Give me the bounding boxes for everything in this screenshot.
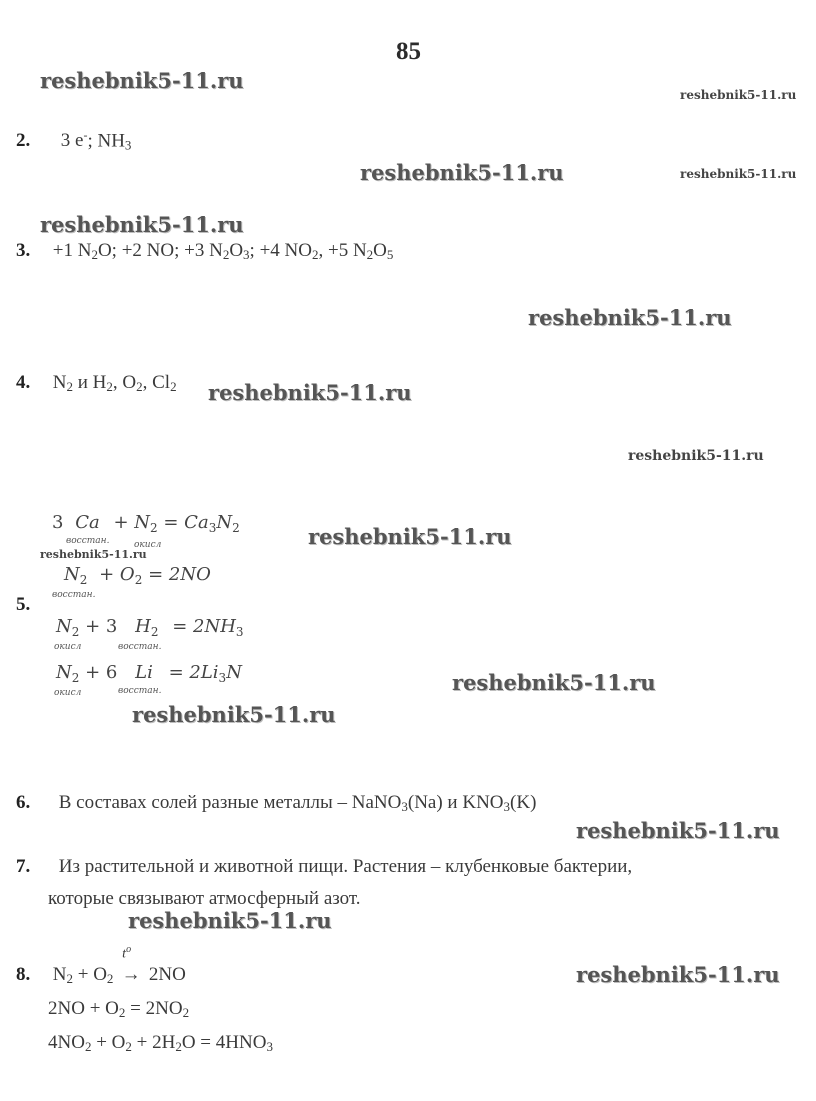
answer-number: 4. bbox=[16, 372, 31, 393]
answer-7-line-2: которые связывают атмосферный азот. bbox=[48, 888, 361, 909]
answer-text: 3 e bbox=[60, 130, 84, 152]
watermark: reshebnik5-11.ru bbox=[528, 305, 732, 330]
coefficient: + 3 bbox=[85, 616, 118, 637]
reaction-note: окисл bbox=[54, 688, 82, 698]
reaction-1 bbox=[52, 512, 240, 535]
subscript: 2 bbox=[106, 971, 114, 986]
page-number: 85 bbox=[396, 38, 421, 65]
answer-text: , Cl bbox=[142, 372, 171, 393]
answer-text: +1 N bbox=[52, 240, 92, 261]
reaction-arrow bbox=[118, 944, 144, 986]
answer-text: = 2NO bbox=[125, 998, 183, 1019]
formula: N bbox=[64, 564, 80, 585]
subscript: 2 bbox=[222, 247, 230, 262]
watermark: reshebnik5-11.ru bbox=[40, 68, 244, 93]
subscript: 3 bbox=[401, 799, 408, 814]
reaction-2 bbox=[64, 564, 211, 587]
reaction-note: окисл bbox=[54, 642, 82, 652]
answer-text: O = 4HNO bbox=[181, 1032, 267, 1053]
coefficient: + 6 bbox=[85, 662, 118, 683]
watermark-small: reshebnik5-11.ru bbox=[680, 167, 797, 181]
subscript: 2 bbox=[66, 971, 73, 986]
subscript: 3 bbox=[124, 137, 132, 153]
subscript: 2 bbox=[150, 521, 158, 535]
answer-text: 4NO bbox=[48, 1032, 85, 1053]
watermark: reshebnik5-11.ru bbox=[360, 160, 564, 185]
answer-text: 2NO + O bbox=[48, 998, 119, 1019]
subscript: 2 bbox=[71, 671, 80, 685]
formula: N bbox=[56, 616, 72, 637]
condition-text: t bbox=[122, 946, 127, 962]
subscript: 2 bbox=[84, 1039, 92, 1054]
answer-number: 2. bbox=[16, 130, 31, 152]
subscript: 3 bbox=[503, 799, 511, 814]
subscript: 2 bbox=[311, 247, 319, 262]
formula: Li bbox=[135, 662, 153, 683]
watermark: reshebnik5-11.ru bbox=[576, 962, 780, 987]
answer-8 bbox=[16, 944, 186, 987]
subscript: 2 bbox=[125, 1039, 132, 1054]
answer-text: (K) bbox=[510, 792, 537, 813]
answer-number: 8. bbox=[16, 964, 31, 985]
subscript: 2 bbox=[366, 247, 374, 262]
answer-6 bbox=[16, 792, 536, 815]
subscript: 3 bbox=[208, 521, 217, 535]
answer-text: + O bbox=[91, 1032, 126, 1053]
answer-text: O; +2 NO; +3 N bbox=[97, 240, 223, 261]
superscript: o bbox=[126, 944, 132, 955]
reaction-4 bbox=[56, 662, 242, 685]
reaction-condition bbox=[122, 944, 131, 963]
superscript: - bbox=[83, 128, 88, 142]
subscript: 2 bbox=[150, 625, 159, 639]
formula: = 2NO bbox=[148, 564, 211, 585]
formula: = 2NH bbox=[172, 616, 236, 637]
answer-7 bbox=[16, 856, 632, 878]
answer-text: В составах солей разные металлы – NaNO bbox=[58, 792, 402, 813]
subscript: 2 bbox=[134, 573, 143, 587]
answer-number: 7. bbox=[16, 856, 31, 877]
answer-number: 6. bbox=[16, 792, 31, 813]
reaction-note: восстан. bbox=[118, 642, 162, 652]
subscript: 2 bbox=[71, 625, 80, 639]
subscript: 3 bbox=[266, 1039, 273, 1054]
answer-text: O bbox=[229, 240, 244, 261]
answer-text: 2NO bbox=[144, 964, 186, 985]
formula: + N bbox=[113, 512, 150, 533]
subscript: 2 bbox=[91, 247, 98, 262]
answer-8-line-2 bbox=[48, 998, 189, 1021]
subscript: 5 bbox=[386, 247, 394, 262]
subscript: 2 bbox=[66, 379, 73, 394]
watermark: reshebnik5-11.ru bbox=[576, 818, 780, 843]
answer-text: Из растительной и животной пищи. Растения – клубенковые бактерии, bbox=[58, 856, 633, 877]
answer-text: (Na) и KNO bbox=[407, 792, 504, 813]
subscript: 2 bbox=[170, 379, 177, 394]
answer-text: + 2H bbox=[131, 1032, 176, 1053]
formula: N bbox=[56, 662, 72, 683]
reaction-note: окисл bbox=[134, 540, 162, 550]
arrow-icon: → bbox=[121, 964, 141, 985]
formula: = Ca bbox=[163, 512, 209, 533]
answer-4 bbox=[16, 372, 177, 395]
subscript: 2 bbox=[118, 1005, 126, 1020]
formula: N bbox=[226, 662, 242, 683]
answer-2 bbox=[16, 128, 131, 153]
answer-text: , O bbox=[112, 372, 137, 393]
coefficient: 3 bbox=[52, 512, 64, 533]
answer-text: O bbox=[373, 240, 387, 261]
reaction-note: восстан. bbox=[66, 536, 110, 546]
answer-text: + O bbox=[72, 964, 107, 985]
subscript: 2 bbox=[136, 379, 143, 394]
formula: Ca bbox=[75, 512, 100, 533]
answer-3 bbox=[16, 240, 393, 263]
subscript: 3 bbox=[235, 625, 244, 639]
watermark: reshebnik5-11.ru bbox=[128, 908, 332, 933]
subscript: 2 bbox=[106, 379, 113, 394]
subscript: 2 bbox=[175, 1039, 182, 1054]
formula: N bbox=[216, 512, 233, 533]
subscript: 2 bbox=[79, 573, 88, 587]
watermark-small: reshebnik5-11.ru bbox=[680, 88, 797, 102]
answer-text: ; +4 NO bbox=[249, 240, 312, 261]
subscript: 2 bbox=[182, 1005, 190, 1020]
subscript: 3 bbox=[218, 671, 227, 685]
watermark: reshebnik5-11.ru bbox=[132, 702, 336, 727]
subscript: 2 bbox=[232, 521, 240, 535]
watermark: reshebnik5-11.ru bbox=[308, 524, 512, 549]
formula: + O bbox=[99, 564, 135, 585]
reaction-note: восстан. bbox=[118, 686, 162, 696]
reaction-note: восстан. bbox=[52, 590, 96, 600]
formula: = 2Li bbox=[168, 662, 219, 683]
answer-8-line-3 bbox=[48, 1032, 273, 1055]
answer-number: 3. bbox=[16, 240, 31, 261]
answer-number: 5. bbox=[16, 594, 31, 615]
formula: H bbox=[135, 616, 151, 637]
watermark: reshebnik5-11.ru bbox=[40, 212, 244, 237]
answer-text: N bbox=[52, 372, 67, 393]
answer-text: , +5 N bbox=[318, 240, 367, 261]
answer-text: N bbox=[52, 964, 67, 985]
watermark: reshebnik5-11.ru bbox=[452, 670, 656, 695]
reaction-3 bbox=[56, 616, 244, 639]
answer-text: и H bbox=[72, 372, 107, 393]
subscript: 3 bbox=[243, 247, 250, 262]
watermark: reshebnik5-11.ru bbox=[208, 380, 412, 405]
watermark-small: reshebnik5-11.ru bbox=[628, 448, 764, 464]
answer-text: ; NH bbox=[87, 130, 125, 152]
watermark-small: reshebnik5-11.ru bbox=[40, 548, 147, 561]
